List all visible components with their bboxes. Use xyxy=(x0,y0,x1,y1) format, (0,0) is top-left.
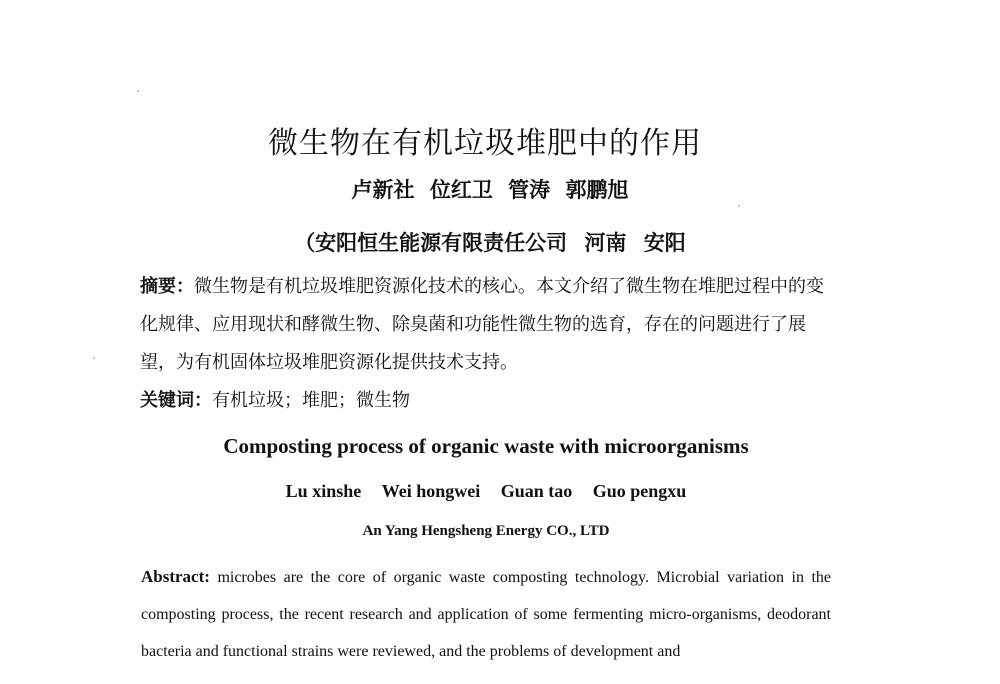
scan-speck xyxy=(137,90,139,92)
english-affiliation: An Yang Hengsheng Energy CO., LTD xyxy=(362,523,610,539)
english-abstract-label: Abstract: xyxy=(141,567,210,586)
chinese-abstract-label: 摘要： xyxy=(140,276,194,297)
scan-speck xyxy=(93,357,95,359)
chinese-affiliation: （安阳恒生能源有限责任公司 河南 安阳 xyxy=(294,230,686,255)
chinese-keywords-text: 有机垃圾；堆肥；微生物 xyxy=(212,390,410,411)
english-author: Guo pengxu xyxy=(592,481,687,501)
english-author: Guan tao xyxy=(500,481,573,501)
chinese-title: 微生物在有机垃圾堆肥中的作用 xyxy=(268,126,702,161)
chinese-keywords xyxy=(140,382,840,420)
chinese-abstract-text: 微生物是有机垃圾堆肥资源化技术的核心。本文介绍了微生物在堆肥过程中的变化规律、应用现状和酵微生物、除臭菌和功能性微生物的选育，存在的问题进行了展望，为有机固体垃圾堆肥资源化提供技术支持。 xyxy=(140,276,824,373)
chinese-abstract xyxy=(140,268,840,382)
scan-speck xyxy=(738,205,740,207)
english-abstract-text: microbes are the core of organic waste composting technology. Microbial variation in the composting process, the recent research and application of some fermenting micro-organisms, deodorant bacteria and functional strains were reviewed, and the problems of development and xyxy=(141,569,831,660)
english-author: Lu xinshe xyxy=(285,481,362,501)
chinese-keywords-label: 关键词： xyxy=(140,390,212,411)
english-abstract xyxy=(141,558,831,670)
english-authors xyxy=(0,481,972,502)
chinese-authors: 卢新社 位红卫 管涛 郭鹏旭 xyxy=(351,177,629,202)
english-author: Wei hongwei xyxy=(381,481,481,501)
english-title: Composting process of organic waste with microorganisms xyxy=(223,434,749,458)
